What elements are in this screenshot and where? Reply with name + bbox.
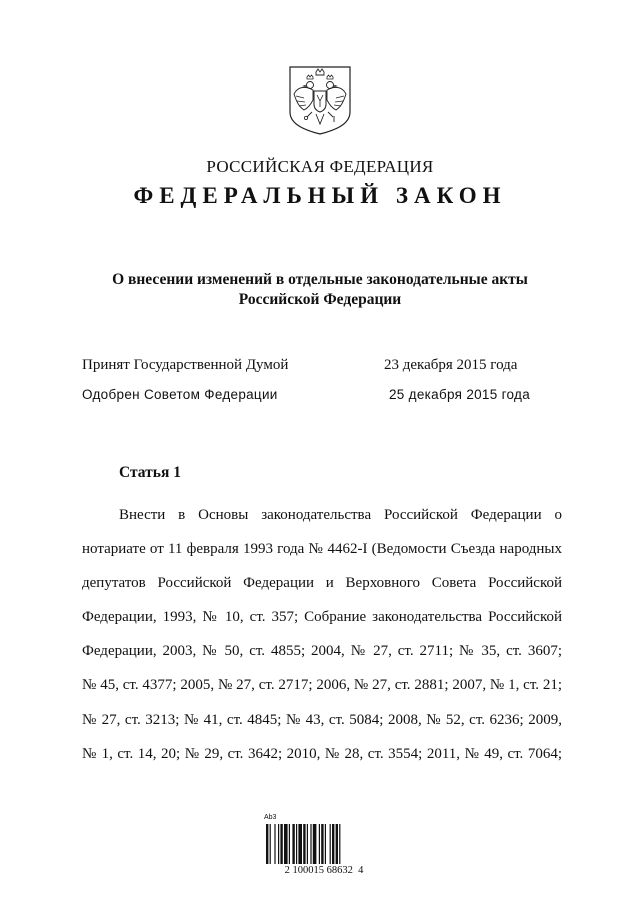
barcode-bar: [278, 824, 279, 864]
document-type: ФЕДЕРАЛЬНЫЙ ЗАКОН: [133, 183, 507, 208]
article-text-line: № 1, ст. 14, 20; № 29, ст. 3642; 2010, № 28, ст. 3554; 2011, № 49, ст. 7064;: [82, 745, 562, 762]
barcode-bar: [339, 824, 340, 864]
article-text-line: № 27, ст. 3213; № 41, ст. 4845; № 43, ст. 5084; 2008, № 52, ст. 6236; 2009,: [82, 711, 562, 728]
barcode-bar: [266, 824, 268, 864]
article-heading: Статья 1: [119, 464, 181, 481]
article-text-line: депутатов Российской Федерации и Верховного Совета Российской: [82, 575, 562, 592]
approved-by-council-date: 25 декабря 2015 года: [389, 387, 531, 402]
adopted-by-duma-date: 23 декабря 2015 года: [384, 357, 518, 373]
double-headed-eagle-icon: [286, 64, 354, 136]
barcode-bar: [336, 824, 338, 864]
barcode-bar: [280, 824, 282, 864]
coat-of-arms-emblem: [286, 64, 354, 136]
document-barcode: [264, 814, 384, 876]
barcode-bar: [296, 824, 297, 864]
barcode-tag: Ab3: [264, 814, 277, 821]
barcode-bar: [284, 824, 288, 864]
law-title-line: О внесении изменений в отдельные законодательные акты: [112, 271, 528, 288]
barcode-bars: [266, 824, 382, 864]
barcode-bar: [307, 824, 308, 864]
country-name: РОССИЙСКАЯ ФЕДЕРАЦИЯ: [206, 157, 434, 176]
barcode-bar: [289, 824, 290, 864]
approved-by-council-label: Одобрен Советом Федерации: [82, 387, 278, 402]
barcode-bar: [321, 824, 323, 864]
article-text-line: № 45, ст. 4377; 2005, № 27, ст. 2717; 2006, № 27, ст. 2881; 2007, № 1, ст. 21;: [82, 677, 562, 694]
barcode-bar: [274, 824, 275, 864]
adopted-by-duma-label: Принят Государственной Думой: [82, 357, 289, 373]
barcode-number: 2 100015 68632 4: [284, 865, 364, 876]
law-title: [0, 270, 640, 310]
barcode-bar: [298, 824, 302, 864]
barcode-bar: [325, 824, 326, 864]
article-text-line: Федерации, 2003, № 50, ст. 4855; 2004, № 27, ст. 2711; № 35, ст. 3607;: [82, 643, 562, 660]
barcode-bar: [319, 824, 320, 864]
barcode-bar: [270, 824, 271, 864]
barcode-bar: [330, 824, 331, 864]
article-text-line: Федерации, 1993, № 10, ст. 357; Собрание законодательства Российской: [82, 609, 562, 626]
article-text-line: нотариате от 11 февраля 1993 года № 4462-I (Ведомости Съезда народных: [82, 541, 562, 558]
barcode-bar: [303, 824, 305, 864]
barcode-bar: [292, 824, 294, 864]
barcode-bar: [332, 824, 334, 864]
law-title-line: Российской Федерации: [238, 291, 402, 308]
barcode-bar: [310, 824, 311, 864]
article-text-line: Внести в Основы законодательства Российской Федерации о: [119, 507, 562, 523]
barcode-bar: [313, 824, 317, 864]
article-body: [82, 498, 562, 771]
